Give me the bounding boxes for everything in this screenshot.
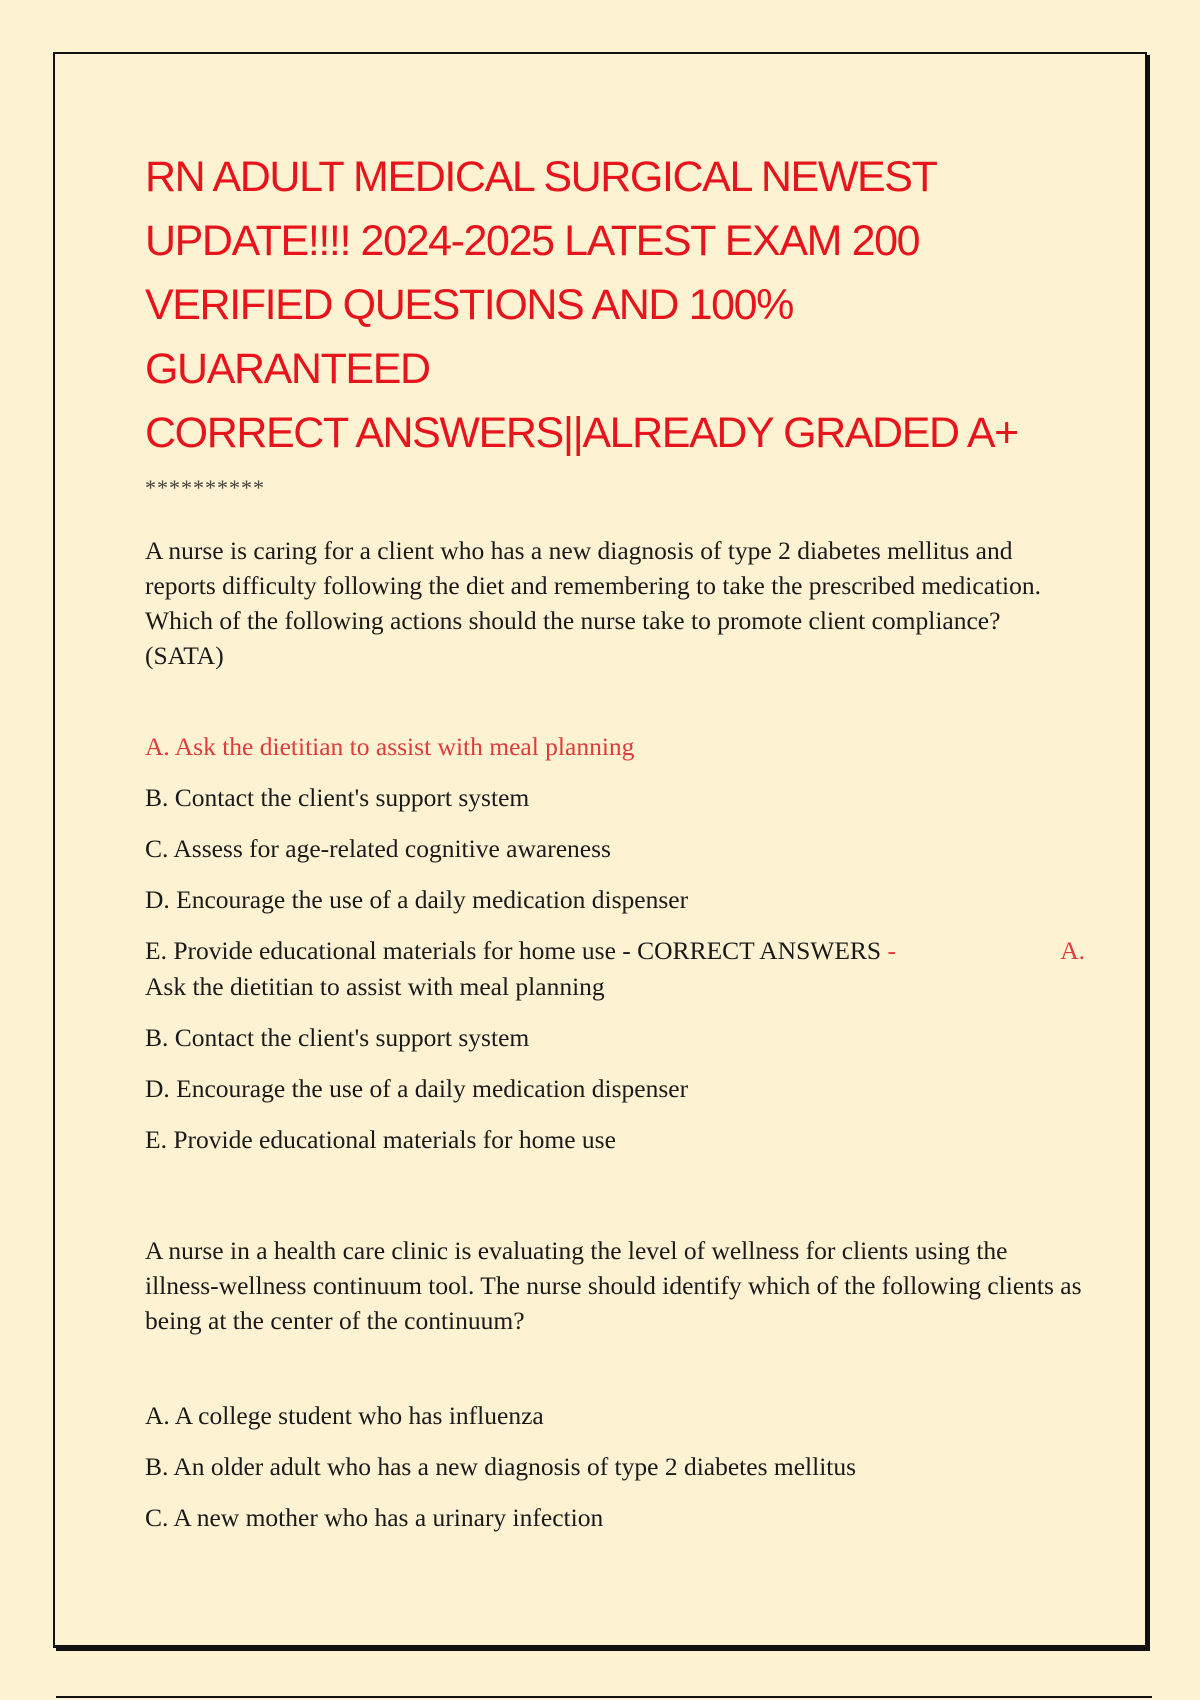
document-title: [145, 145, 1085, 465]
answer-d: D. Encourage the use of a daily medication dispenser: [145, 1074, 689, 1103]
title-line: VERIFIED QUESTIONS AND 100% GUARANTEED: [145, 281, 793, 393]
answer-dash: -: [887, 936, 896, 965]
option-e-with-answer: [145, 933, 1085, 1005]
option-c: C. A new mother who has a urinary infection: [145, 1503, 604, 1532]
title-line: RN ADULT MEDICAL SURGICAL NEWEST: [145, 153, 937, 201]
title-line: UPDATE!!!! 2024-2025 LATEST EXAM 200: [145, 217, 920, 265]
footer-rule: [56, 1696, 1152, 1698]
answer-b: B. Contact the client's support system: [145, 1023, 530, 1052]
question-1-text: A nurse is caring for a client who has a new diagnosis of type 2 diabetes mellitus and reports difficulty following the diet and remembering to take the prescribed medication. Which of the following actions should the nurse take to promote client compliance? (SATA): [145, 536, 1041, 670]
answer-a-continuation: Ask the dietitian to assist with meal planning: [145, 972, 605, 1001]
option-a: A. Ask the dietitian to assist with meal planning: [145, 732, 635, 761]
document-content: [145, 145, 1085, 1551]
option-c: C. Assess for age-related cognitive awareness: [145, 834, 611, 863]
separator: **********: [145, 475, 265, 500]
option-b: B. An older adult who has a new diagnosis of type 2 diabetes mellitus: [145, 1452, 857, 1481]
question-2-options: [145, 1398, 1085, 1535]
title-line: CORRECT ANSWERS||ALREADY GRADED A+: [145, 409, 1018, 457]
question-1-options: [145, 729, 1085, 1157]
question-2-text: A nurse in a health care clinic is evaluating the level of wellness for clients using the illness-wellness continuum tool. The nurse should identify which of the following clients as being at the center of the continuum?: [145, 1236, 1082, 1335]
answer-e: E. Provide educational materials for home use: [145, 1125, 616, 1154]
option-b: B. Contact the client's support system: [145, 783, 530, 812]
answer-letter: A.: [1060, 936, 1085, 965]
option-e: E. Provide educational materials for home use - CORRECT ANSWERS: [145, 936, 882, 965]
option-d: D. Encourage the use of a daily medication dispenser: [145, 885, 689, 914]
option-a: A. A college student who has influenza: [145, 1401, 544, 1430]
